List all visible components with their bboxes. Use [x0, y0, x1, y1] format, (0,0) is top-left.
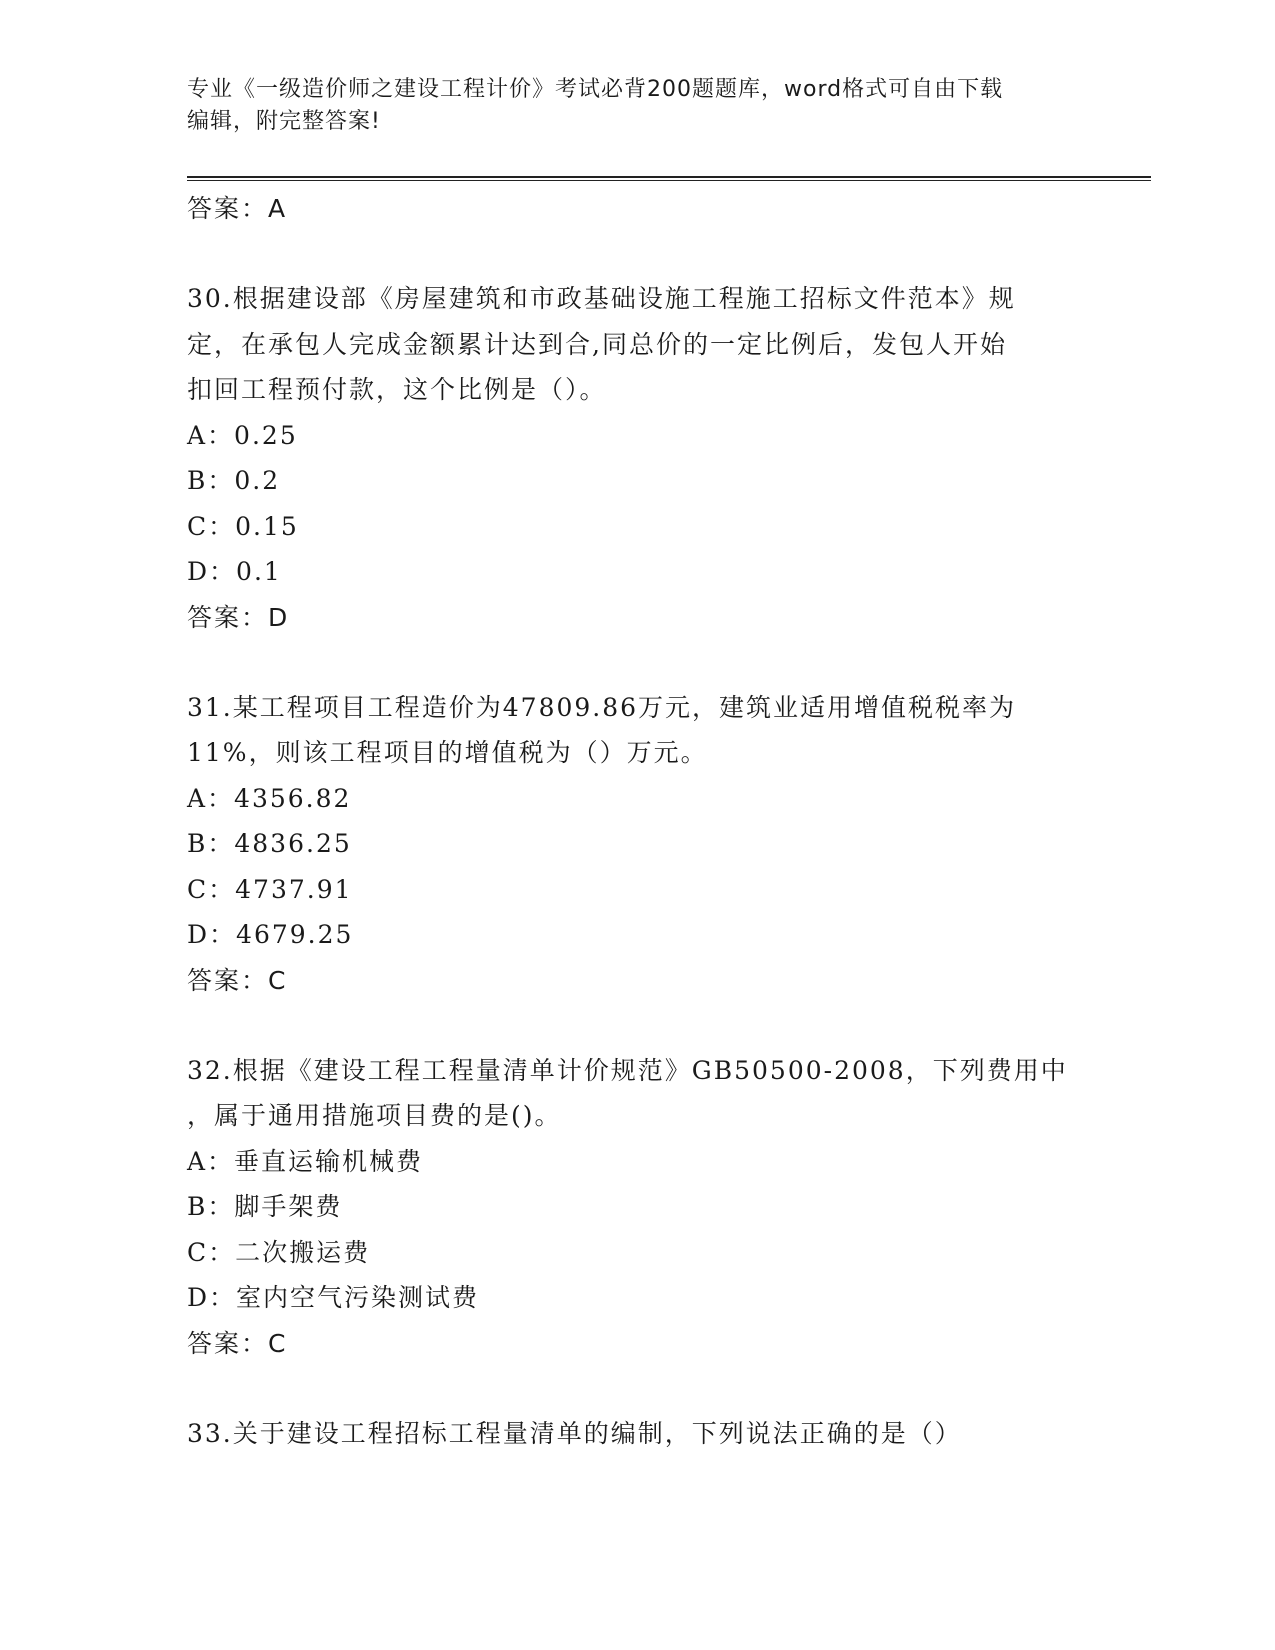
- question-stem: [187, 685, 1087, 776]
- option-a: A：垂直运输机械费: [187, 1146, 424, 1176]
- option-c: C：0.15: [187, 511, 299, 541]
- stem-line: 30.根据建设部《房屋建筑和市政基础设施工程施工招标文件范本》规: [187, 284, 1016, 313]
- stem-line: 31.某工程项目工程造价为47809.86万元，建筑业适用增值税税率为: [187, 692, 1017, 722]
- header-divider: [187, 176, 1151, 181]
- question-stem: [187, 1048, 1087, 1139]
- option-b: B：4836.25: [187, 829, 352, 858]
- option-a: A：0.25: [187, 420, 298, 450]
- stem-line: ，属于通用措施项目费的是()。: [187, 1101, 562, 1130]
- answer-line: 答案：C: [187, 1328, 288, 1358]
- question-stem: [187, 1411, 1087, 1457]
- question-block: [187, 1411, 1087, 1457]
- stem-line: 扣回工程预付款，这个比例是（）。: [187, 375, 607, 404]
- answer-line: 答案：C: [187, 965, 288, 995]
- option-d: D：室内空气污染测试费: [187, 1283, 480, 1312]
- question-list: [187, 186, 1087, 1456]
- header-line: 专业《一级造价师之建设工程计价》考试必背200题题库，word格式可自由下载: [187, 77, 1004, 102]
- option-c: C：二次搬运费: [187, 1237, 371, 1267]
- stem-line: 33.关于建设工程招标工程量清单的编制，下列说法正确的是（）: [187, 1418, 962, 1448]
- question-block: [187, 276, 1087, 641]
- option-b: B：0.2: [187, 466, 281, 495]
- option-a: A：4356.82: [187, 783, 352, 813]
- answer-line: 答案：A: [187, 194, 288, 223]
- option-b: B：脚手架费: [187, 1192, 343, 1221]
- option-d: D：0.1: [187, 557, 282, 586]
- document-header: [187, 74, 1067, 138]
- header-line: 编辑，附完整答案!: [187, 109, 381, 134]
- option-d: D：4679.25: [187, 920, 354, 949]
- answer-line: 答案：D: [187, 602, 290, 632]
- question-stem: [187, 276, 1087, 413]
- stem-line: 11%，则该工程项目的增值税为（）万元。: [187, 738, 708, 767]
- question-block: [187, 1048, 1087, 1367]
- stem-line: 定，在承包人完成金额累计达到合,同总价的一定比例后，发包人开始: [187, 329, 1007, 359]
- option-c: C：4737.91: [187, 874, 353, 904]
- question-block: [187, 685, 1087, 1004]
- stem-line: 32.根据《建设工程工程量清单计价规范》GB50500-2008，下列费用中: [187, 1055, 1068, 1085]
